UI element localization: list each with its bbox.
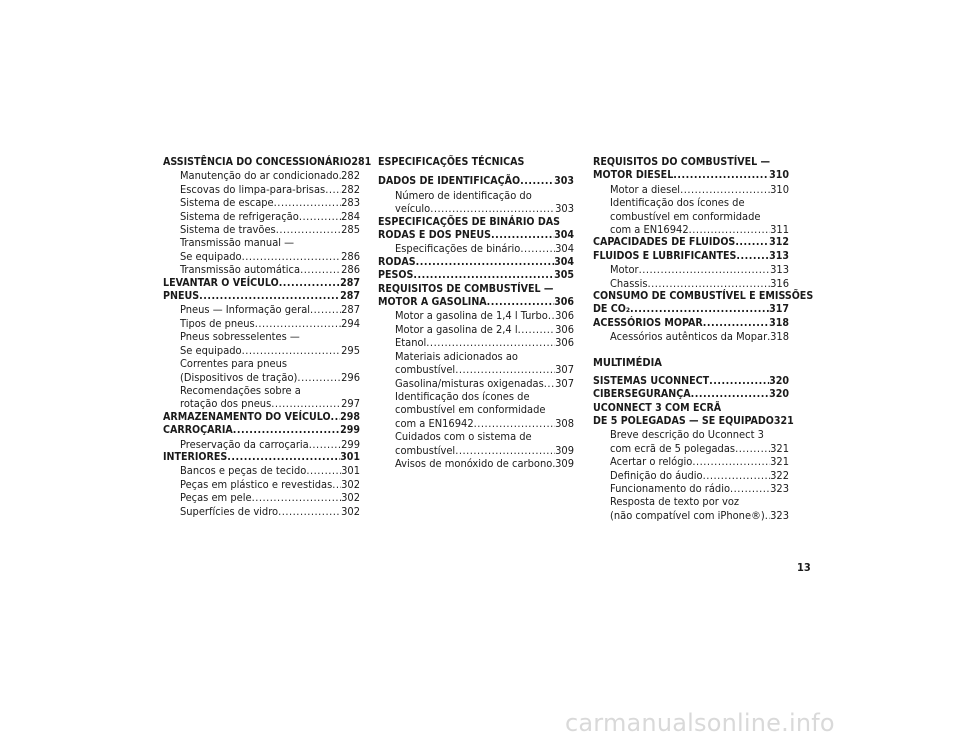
- toc-entry: [163, 223, 360, 236]
- toc-line: Cuidados com o sistema de: [395, 430, 532, 444]
- toc-line: Materiais adicionados ao: [395, 349, 518, 363]
- toc-line: Recomendações sobre a: [180, 383, 301, 397]
- dot-leader: [520, 175, 554, 188]
- toc-entry-page: 286: [341, 263, 360, 277]
- dot-leader: [703, 469, 771, 482]
- toc-entry-title: CAPACIDADES DE FLUIDOS: [593, 236, 736, 249]
- toc-entry-page: 301: [340, 450, 360, 463]
- toc-entry: [593, 263, 789, 276]
- toc-entry-title: Chassis: [610, 276, 648, 290]
- dot-leader: [630, 303, 769, 316]
- toc-line: CONSUMO DE COMBUSTÍVEL E EMISSÕES: [593, 290, 814, 303]
- toc-entry-title: MOTOR A GASOLINA: [378, 296, 487, 309]
- toc-entry-page: 287: [341, 303, 360, 317]
- toc-entry: [163, 491, 360, 504]
- toc-entry-title: Sistema de travões: [180, 223, 276, 237]
- toc-entry: [378, 417, 574, 430]
- toc-entry-title: com a EN16942: [610, 223, 689, 237]
- dot-leader: [639, 263, 771, 276]
- toc-entry-title: Motor a gasolina de 2,4 l: [395, 322, 518, 336]
- dot-leader: [255, 317, 341, 330]
- toc-entry: [593, 414, 794, 428]
- dot-leader: [691, 388, 769, 401]
- toc-entry-page: 306: [555, 322, 574, 336]
- toc-entry: [378, 363, 574, 376]
- toc-entry-page: 321: [773, 414, 794, 427]
- dot-leader: [252, 491, 342, 504]
- dot-leader: [242, 250, 342, 263]
- dot-leader: [689, 223, 770, 236]
- toc-entry-title: LEVANTAR O VEÍCULO: [163, 276, 279, 289]
- dot-leader: [325, 183, 341, 196]
- toc-entry-title: Avisos de monóxido de carbono: [395, 456, 553, 470]
- toc-entry-page: 311: [770, 223, 789, 237]
- toc-entry-page: 318: [769, 316, 789, 329]
- toc-entry-title: Motor a diesel: [610, 182, 681, 196]
- toc-entry-page: 317: [769, 303, 789, 316]
- toc-entry: [378, 269, 574, 282]
- toc-entry: [378, 323, 574, 336]
- toc-entry: [378, 202, 574, 215]
- toc-line: Resposta de texto por voz: [610, 495, 740, 509]
- toc-entry: [163, 156, 372, 169]
- toc-entry: [593, 169, 789, 182]
- toc-entry-page: 287: [340, 290, 360, 303]
- dot-leader: [242, 344, 342, 357]
- toc-entry-page: 283: [341, 196, 360, 210]
- toc-entry-page: 323: [770, 481, 789, 495]
- toc-entry-page: 284: [341, 209, 360, 223]
- dot-leader: [297, 371, 341, 384]
- toc-entry-page: 303: [555, 202, 574, 216]
- toc-entry-page: 312: [769, 236, 789, 249]
- toc-entry: [163, 277, 360, 290]
- toc-entry: [163, 169, 360, 182]
- toc-entry: [378, 444, 574, 457]
- toc-entry-title: (Dispositivos de tração): [180, 370, 298, 384]
- toc-entry-title: Peças em plástico e revestidas: [180, 477, 333, 491]
- dot-leader: [331, 411, 341, 424]
- toc-entry-page: 321: [770, 441, 789, 455]
- toc-entry-page: 306: [555, 336, 574, 350]
- toc-entry-page: 302: [341, 477, 360, 491]
- dot-leader: [692, 455, 770, 468]
- toc-entry: [163, 424, 360, 437]
- toc-line: ESPECIFICAÇÕES TÉCNICAS: [378, 156, 525, 168]
- dot-leader: [199, 290, 340, 303]
- toc-entry-page: 316: [770, 276, 789, 290]
- dot-leader: [520, 242, 555, 255]
- dot-leader: [735, 236, 769, 249]
- toc-entry: [163, 196, 360, 209]
- dot-leader: [279, 277, 340, 290]
- toc-entry: [593, 455, 789, 468]
- toc-entry: [378, 309, 574, 322]
- section-title-multimedia: MULTIMÉDIA: [593, 355, 662, 369]
- toc-entry-page: 286: [341, 249, 360, 263]
- toc-entry-title: Bancos e peças de tecido: [180, 464, 307, 478]
- toc-line: combustível em conformidade: [610, 209, 761, 223]
- dot-leader: [474, 417, 555, 430]
- toc-entry-title: Sistema de refrigeração: [180, 209, 299, 223]
- toc-entry: [593, 317, 789, 330]
- toc-entry-title: com ecrã de 5 polegadas: [610, 441, 736, 455]
- dot-leader: [332, 478, 341, 491]
- dot-leader: [455, 363, 555, 376]
- toc-entry-page: 295: [341, 343, 360, 357]
- dot-leader: [673, 169, 769, 182]
- dot-leader: [703, 317, 769, 330]
- dot-leader: [491, 229, 554, 242]
- toc-entry-page: 302: [341, 504, 360, 518]
- toc-entry-page: 294: [341, 316, 360, 330]
- toc-entry-page: 307: [555, 363, 574, 377]
- dot-leader: [430, 202, 555, 215]
- toc-entry-title: ACESSÓRIOS MOPAR: [593, 316, 703, 329]
- toc-entry: [593, 375, 789, 388]
- dot-leader: [518, 323, 555, 336]
- toc-entry-page: 305: [554, 269, 574, 282]
- toc-entry-title: Sistema de escape: [180, 196, 274, 210]
- toc-entry-page: 282: [341, 169, 360, 183]
- toc-entry-title: Etanol: [395, 336, 427, 350]
- toc-entry-title: Gasolina/misturas oxigenadas: [395, 376, 544, 390]
- dot-leader: [647, 277, 770, 290]
- toc-entry-title: (não compatível com iPhone®): [610, 508, 765, 522]
- toc-entry-title: MOTOR DIESEL: [593, 169, 674, 182]
- dot-leader: [300, 263, 341, 276]
- toc-entry-page: 309: [555, 443, 574, 457]
- toc-entry-page: 318: [770, 330, 789, 344]
- toc-entry-title: DE CO₂: [593, 303, 631, 316]
- toc-entry: [593, 482, 789, 495]
- toc-entry-title: Preservação da carroçaria: [180, 437, 309, 451]
- dot-leader: [426, 336, 555, 349]
- toc-line: combustível em conformidade: [395, 403, 546, 417]
- toc-entry-page: 323: [770, 508, 789, 522]
- toc-entry-page: 301: [341, 464, 360, 478]
- dot-leader: [735, 442, 770, 455]
- toc-entry-title: RODAS E DOS PNEUS: [378, 229, 492, 242]
- toc-entry-page: 304: [555, 242, 574, 256]
- toc-line: Número de identificação do: [395, 188, 532, 202]
- dot-leader: [413, 269, 554, 282]
- dot-leader: [309, 438, 341, 451]
- toc-entry: [378, 229, 574, 242]
- toc-entry-title: rotação dos pneus: [180, 397, 272, 411]
- toc-entry-title: Transmissão automática: [180, 263, 301, 277]
- toc-line: REQUISITOS DO COMBUSTÍVEL —: [593, 156, 771, 168]
- toc-entry: [163, 263, 360, 276]
- toc-entry-page: 299: [341, 437, 360, 451]
- toc-entry-title: Definição do áudio: [610, 468, 703, 482]
- toc-line: Transmissão manual —: [180, 236, 295, 250]
- toc-line: Correntes para pneus: [180, 357, 287, 371]
- dot-leader: [227, 451, 340, 464]
- toc-entry-page: 308: [555, 416, 574, 430]
- toc-entry-page: 321: [770, 455, 789, 469]
- toc-group-specs-end: [593, 156, 814, 344]
- toc-entry-title: Se equipado: [180, 249, 242, 263]
- toc-entry-title: CIBERSEGURANÇA: [593, 388, 691, 401]
- toc-entry-page: 282: [341, 182, 360, 196]
- toc-entry-title: com a EN16942: [395, 416, 474, 430]
- toc-entry: [163, 210, 360, 223]
- toc-entry: [378, 457, 574, 470]
- toc-line: ESPECIFICAÇÕES DE BINÁRIO DAS: [378, 215, 560, 228]
- toc-entry-page: 296: [341, 370, 360, 384]
- toc-entry: [593, 250, 789, 263]
- toc-entry-title: CARROÇARIA: [163, 424, 233, 437]
- toc-entry-page: 281: [351, 156, 372, 168]
- toc-entry-page: 313: [769, 249, 789, 262]
- toc-line: Breve descrição do Uconnect 3: [610, 428, 764, 442]
- toc-entry: [163, 464, 360, 477]
- dot-leader: [306, 464, 341, 477]
- toc-entry-title: RODAS: [378, 255, 416, 268]
- dot-leader: [680, 183, 770, 196]
- toc-entry-title: Acessórios autênticos da Mopar: [610, 330, 768, 344]
- dot-leader: [548, 309, 555, 322]
- page-number: 13: [797, 561, 811, 574]
- toc-entry: [163, 303, 360, 316]
- toc-entry: [593, 442, 789, 455]
- toc-entry: [378, 175, 574, 188]
- toc-entry-title: Motor: [610, 263, 639, 277]
- toc-entry-title: ARMAZENAMENTO DO VEÍCULO: [163, 410, 331, 423]
- toc-line: Identificação dos ícones de: [395, 389, 530, 403]
- toc-column-3: [593, 156, 814, 522]
- toc-entry-title: INTERIORES: [163, 450, 228, 463]
- toc-entry-page: 297: [341, 397, 360, 411]
- toc-entry-title: Especificações de binário: [395, 242, 521, 256]
- dot-leader: [416, 256, 554, 269]
- toc-entry: [163, 451, 360, 464]
- toc-entry-title: DE 5 POLEGADAS — SE EQUIPADO: [593, 414, 774, 427]
- toc-entry-page: 322: [770, 468, 789, 482]
- toc-entry: [593, 469, 789, 482]
- toc-entry: [593, 236, 789, 249]
- toc-line: Identificação dos ícones de: [610, 196, 745, 210]
- toc-entry: [593, 303, 789, 316]
- dot-leader: [709, 375, 769, 388]
- toc-column-2: [378, 156, 574, 470]
- toc-entry: [593, 183, 789, 196]
- toc-entry-title: FLUIDOS E LUBRIFICANTES: [593, 249, 737, 262]
- toc-column-1: [163, 156, 372, 518]
- toc-entry-page: 304: [554, 229, 574, 242]
- toc-line: Pneus sobresselentes —: [180, 330, 300, 344]
- toc-entry-page: 304: [554, 255, 574, 268]
- toc-entry-title: Motor a gasolina de 1,4 l Turbo: [395, 309, 548, 323]
- dot-leader: [276, 223, 341, 236]
- toc-entry: [378, 242, 574, 255]
- dot-leader: [736, 250, 769, 263]
- toc-line: REQUISITOS DE COMBUSTÍVEL —: [378, 282, 554, 295]
- dot-leader: [455, 444, 555, 457]
- toc-entry-page: 313: [770, 263, 789, 277]
- toc-entry: [163, 438, 360, 451]
- toc-entry-title: Tipos de pneus: [180, 316, 255, 330]
- dot-leader: [233, 424, 340, 437]
- toc-entry-title: Acertar o relógio: [610, 455, 693, 469]
- toc-entry-page: 320: [769, 374, 789, 387]
- toc-entry: [593, 277, 789, 290]
- dot-leader: [278, 505, 341, 518]
- toc-entry-page: 287: [340, 276, 360, 289]
- toc-entry-title: Se equipado: [180, 343, 242, 357]
- toc-entry-page: 310: [770, 182, 789, 196]
- toc-entry-title: DADOS DE IDENTIFICAÇÃO: [378, 175, 521, 188]
- toc-entry-title: combustível: [395, 363, 456, 377]
- toc-entry: [163, 250, 360, 263]
- toc-entry: [163, 505, 360, 518]
- dot-leader: [271, 397, 341, 410]
- toc-entry: [163, 371, 360, 384]
- toc-entry-title: Superfícies de vidro: [180, 504, 279, 518]
- dot-leader: [299, 210, 341, 223]
- toc-entry-title: ASSISTÊNCIA DO CONCESSIONÁRIO: [163, 156, 352, 168]
- toc-entry-title: veículo: [395, 202, 431, 216]
- toc-entry-page: 309: [555, 456, 574, 470]
- toc-entry-title: SISTEMAS UCONNECT: [593, 374, 710, 387]
- toc-entry: [593, 509, 789, 522]
- toc-entry-title: PESOS: [378, 269, 414, 282]
- toc-entry: [163, 344, 360, 357]
- toc-entry-page: 306: [554, 296, 574, 309]
- dot-leader: [274, 196, 341, 209]
- toc-entry: [593, 330, 789, 343]
- toc-entry: [163, 478, 360, 491]
- toc-entry: [593, 388, 789, 401]
- toc-entry-page: 310: [769, 169, 789, 182]
- toc-entry: [593, 223, 789, 236]
- toc-entry-title: Pneus — Informação geral: [180, 303, 311, 317]
- toc-entry-title: Manutenção do ar condicionado: [180, 169, 339, 183]
- toc-entry-page: 298: [340, 410, 360, 423]
- toc-entry-page: 285: [341, 223, 360, 237]
- toc-entry: [163, 317, 360, 330]
- toc-entry-page: 303: [554, 175, 574, 188]
- dot-leader: [544, 377, 555, 390]
- toc-entry-page: 299: [340, 424, 360, 437]
- toc-group-multimedia: [593, 374, 794, 522]
- toc-entry-page: 307: [555, 376, 574, 390]
- toc-entry-title: Funcionamento do rádio: [610, 481, 730, 495]
- toc-line: UCONNECT 3 COM ECRÃ: [593, 401, 722, 414]
- toc-entry-title: combustível: [395, 443, 456, 457]
- toc-entry: [378, 256, 574, 269]
- dot-leader: [730, 482, 770, 495]
- toc-entry: [163, 290, 360, 303]
- dot-leader: [310, 303, 341, 316]
- watermark: carmanualsonline.info: [565, 709, 835, 737]
- toc-entry-title: Escovas do limpa-para-brisas: [180, 182, 326, 196]
- toc-entry: [378, 336, 574, 349]
- toc-entry-title: Peças em pele: [180, 491, 252, 505]
- toc-entry: [163, 411, 360, 424]
- toc-entry-page: 306: [555, 309, 574, 323]
- toc-entry: [378, 296, 574, 309]
- toc-entry: [163, 183, 360, 196]
- toc-entry: [378, 377, 574, 390]
- toc-entry-title: PNEUS: [163, 290, 200, 303]
- toc-entry-page: 320: [769, 388, 789, 401]
- toc-entry: [163, 397, 360, 410]
- toc-entry-page: 302: [341, 491, 360, 505]
- dot-leader: [487, 296, 554, 309]
